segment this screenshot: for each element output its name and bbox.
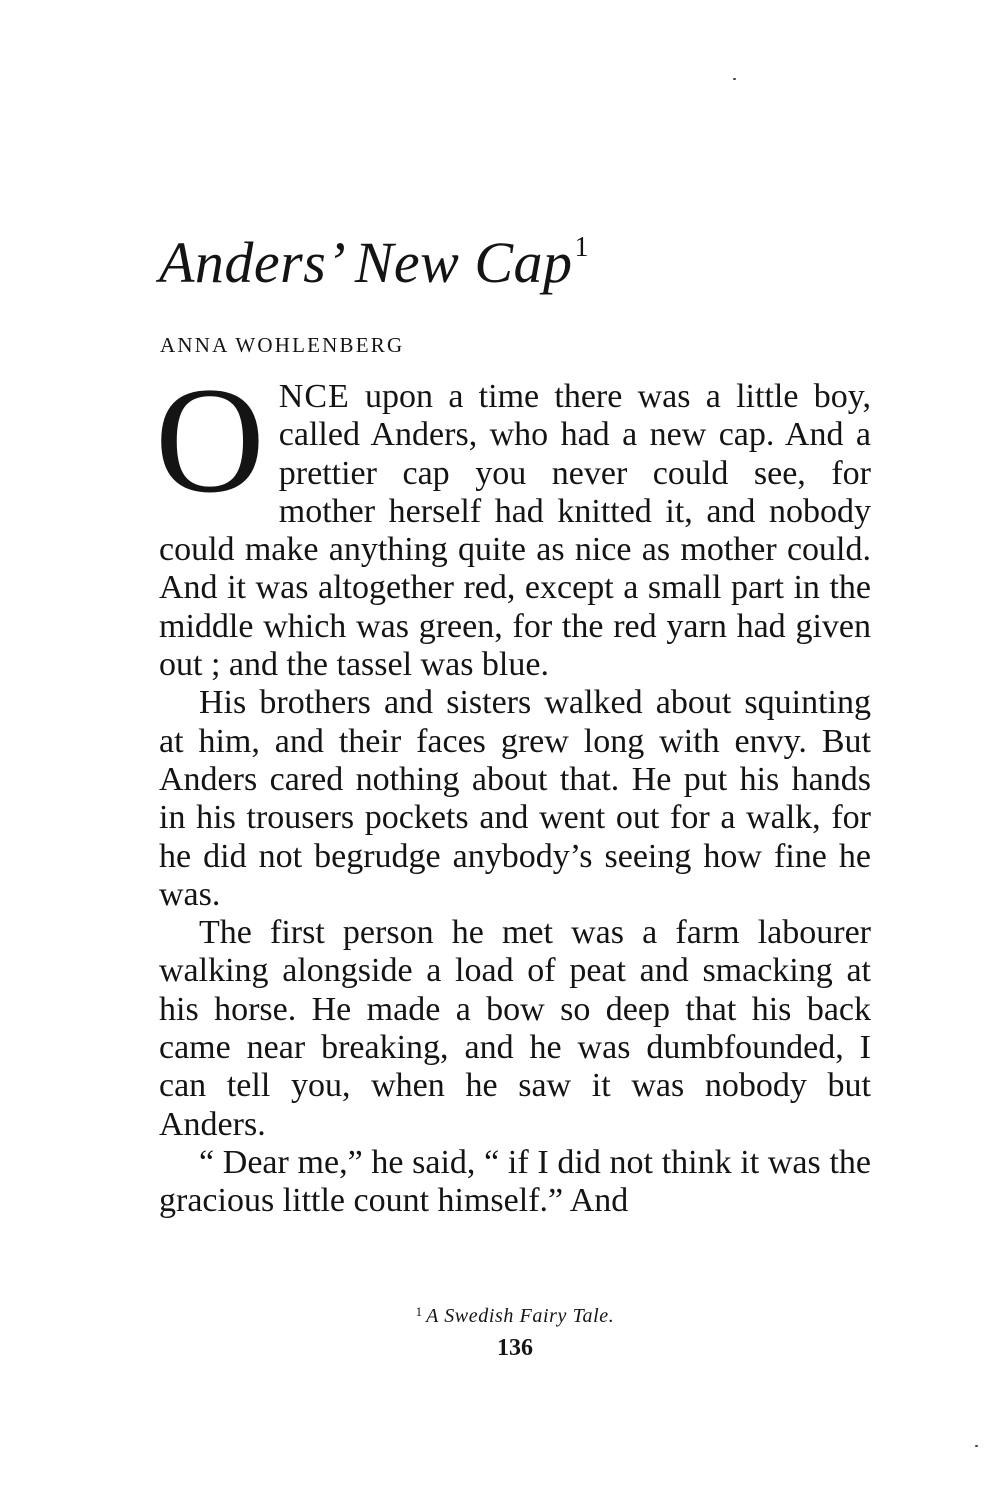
footnote-text: A Swedish Fairy Tale.	[426, 1305, 615, 1327]
footnote-marker: 1	[415, 1304, 423, 1319]
drop-cap-letter: O	[155, 356, 265, 524]
story-body	[155, 356, 871, 1221]
paragraph-1	[155, 356, 871, 684]
story-title: Anders’ New Cap	[159, 230, 573, 295]
opening-word: NCE	[278, 378, 350, 415]
page-number: 136	[497, 1335, 533, 1361]
title-footnote-marker: 1	[574, 232, 589, 263]
paragraph-2: His brothers and sisters walked about squinting at him, and their faces grew long with envy. But Anders cared nothing about that. He put his hands in his trousers pockets and went out for a walk, for he did not begrudge anybody’s seeing how fine he was.	[159, 684, 871, 913]
paragraph-4: “ Dear me,” he said, “ if I did not think it was the gracious little count himself.” And	[159, 1143, 871, 1220]
scan-speck	[733, 78, 736, 80]
scan-speck	[975, 1445, 978, 1447]
paragraph-3: The first person he met was a farm labourer walking alongside a load of peat and smacking at his horse. He made a bow so deep that his back came near breaking, and he was dumbfounded, I can tell you, when he saw it was nobody but Anders.	[159, 914, 871, 1143]
footnote	[159, 1305, 871, 1326]
author-name: ANNA WOHLENBERG	[160, 333, 405, 357]
paragraph-1-text: upon a time there was a little boy, called Anders, who had a new cap. And a prettier cap you never could see, for mother herself had knitted it, and nobody could make anything quite as nice as mother could. And it was altogether red, except a small part in the middle which was green, for the red yarn had given out ; and the tassel was blue.	[159, 378, 871, 684]
story-heading	[159, 230, 589, 295]
book-page	[155, 0, 871, 1485]
